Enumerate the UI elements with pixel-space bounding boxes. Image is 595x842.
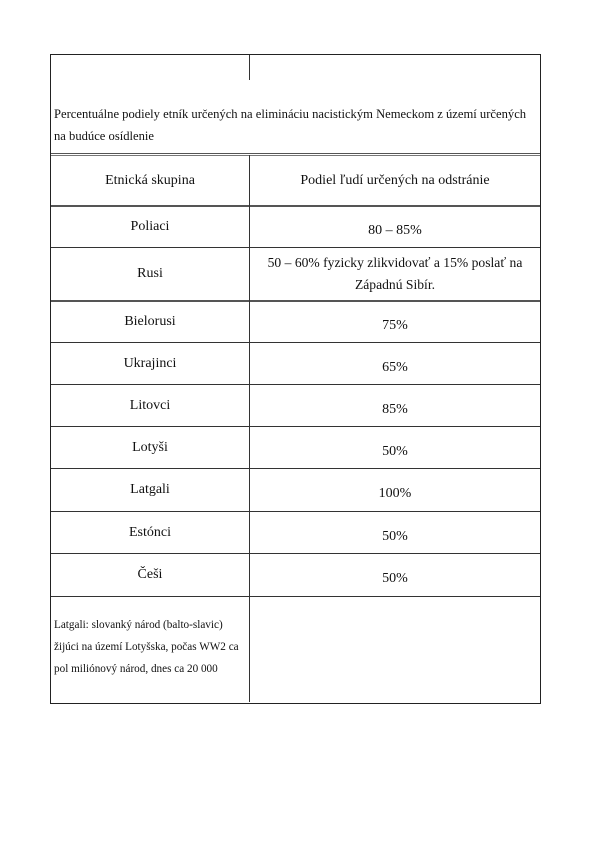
cell-group: Litovci — [129, 397, 171, 413]
table-header-row — [51, 157, 540, 207]
column-header-share: Podiel ľudí určených na odstránie — [300, 173, 490, 188]
cell-group: Ukrajinci — [123, 355, 177, 371]
table-row — [51, 469, 540, 512]
cell-group: Estónci — [129, 524, 171, 540]
cell-group: Poliaci — [130, 219, 170, 234]
table-row — [51, 248, 540, 302]
cell-share: 50% — [382, 528, 408, 544]
document-table — [50, 54, 541, 704]
table-caption: Percentuálne podiely etník určených na elimináciu nacistickým Nemeckom z území určených na budúce osídlenie — [54, 107, 527, 143]
table-row — [51, 512, 540, 554]
cell-group: Bielorusi — [124, 314, 176, 329]
cell-group: Rusi — [137, 266, 163, 281]
cell-share: 50% — [382, 443, 408, 459]
cell-group: Latgali — [130, 482, 170, 497]
table-row — [51, 385, 540, 427]
cell-share: 100% — [378, 486, 412, 501]
cell-share: 50% — [382, 571, 408, 586]
cell-share: 50 – 60% fyzicky zlikvidovať a 15% poslať na Západnú Sibír. — [267, 255, 523, 292]
cell-share: 65% — [382, 359, 408, 375]
table-row — [51, 554, 540, 597]
cell-divider — [249, 55, 250, 80]
column-header-group: Etnická skupina — [105, 173, 195, 188]
table-row — [51, 302, 540, 343]
caption-row — [51, 55, 540, 154]
cell-group: Lotyši — [132, 439, 168, 455]
footnote: Latgali: slovanký národ (balto-slavic) žijúci na území Lotyšska, počas WW2 ca pol miliónový národ, dnes ca 20 000 — [54, 619, 239, 675]
cell-share: 80 – 85% — [368, 223, 422, 238]
cell-group: Češi — [137, 567, 163, 582]
table-row — [51, 427, 540, 469]
divider — [51, 155, 540, 156]
table-row — [51, 207, 540, 248]
table-row — [51, 343, 540, 385]
cell-share: 75% — [382, 318, 408, 333]
cell-share: 85% — [382, 401, 408, 417]
column-divider — [249, 155, 250, 702]
